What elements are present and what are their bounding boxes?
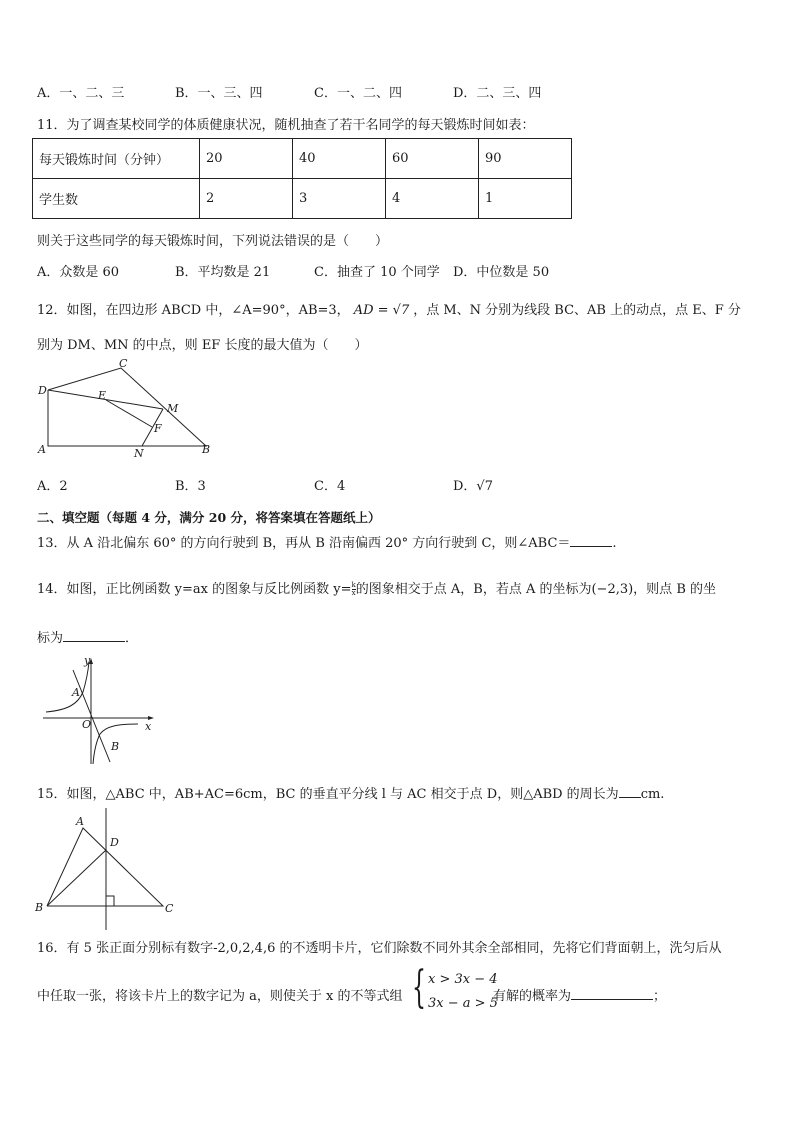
q14-line2 <box>37 627 138 646</box>
q14-line2-text: 标为 <box>37 631 64 646</box>
q12-figure <box>30 358 225 460</box>
q14-line1 <box>37 578 716 597</box>
q10-option-a: A．一、二、三 <box>37 86 125 101</box>
q14-stem-a: 14．如图，正比例函数 y=ax 的图象与反比例函数 y= <box>37 582 352 597</box>
q12-label: N <box>134 447 144 460</box>
q14-label: A <box>72 686 80 699</box>
q16-inequality-2: 3x − a > 5 <box>428 996 498 1011</box>
table-cell: 2 <box>200 179 293 219</box>
q16-tail: ； <box>653 989 667 1004</box>
table-cell: 20 <box>200 139 293 179</box>
table-cell: 4 <box>386 179 479 219</box>
q15-label: C <box>165 902 174 915</box>
q12-stem-line2: 别为 DM、MN 的中点，则 EF 长度的最大值为（ ） <box>37 338 368 353</box>
table-cell: 1 <box>479 179 572 219</box>
q15-text <box>37 783 664 802</box>
table-cell: 90 <box>479 139 572 179</box>
q15-label: D <box>110 836 119 849</box>
q15-answer-blank[interactable] <box>619 797 641 798</box>
table-cell: 学生数 <box>33 179 200 219</box>
table-cell: 3 <box>293 179 386 219</box>
q15-label: A <box>76 815 84 828</box>
table-row <box>33 139 572 179</box>
q11-option-b: B．平均数是 21 <box>175 265 271 280</box>
q13-stem: 13．从 A 沿北偏东 60° 的方向行驶到 B，再从 B 沿南偏西 20° 方向行驶到 C，则∠ABC＝ <box>37 536 571 551</box>
q14-tail: ． <box>125 631 139 646</box>
q11-table <box>32 138 572 219</box>
q14-label: B <box>111 740 120 753</box>
q13-tail: . <box>612 536 617 551</box>
q12-label: E <box>98 389 107 402</box>
q16-inequality-1: x > 3x − 4 <box>428 972 498 987</box>
q11-option-d: D．中位数是 50 <box>453 265 550 280</box>
q11-option-a: A．众数是 60 <box>37 265 120 280</box>
q12-label: B <box>202 443 211 456</box>
q14-frac-num: k <box>351 581 356 589</box>
q16-stem-b: 有解的概率为 <box>493 989 572 1004</box>
q14-figure <box>38 652 158 770</box>
table-cell: 每天锻炼时间（分钟） <box>33 139 200 179</box>
q16-line2-a: 中任取一张，将该卡片上的数字记为 a，则使关于 x 的不等式组 <box>37 989 403 1004</box>
q15-figure <box>30 806 180 934</box>
q14-frac-den: x <box>351 589 356 597</box>
q11-stem: 11．为了调查某校同学的体质健康状况，随机抽查了若干名同学的每天锻炼时间如表： <box>37 118 535 133</box>
q12-stem-b: ，点 M、N 分别为线段 BC、AB 上的动点，点 E、F 分 <box>413 303 741 318</box>
q16-line1: 16．有 5 张正面分别标有数字-2,0,2,4,6 的不透明卡片，它们除数不同外其余全部相同，先将它们背面朝上，洗匀后从 <box>37 941 722 956</box>
q16-brace: { <box>412 962 426 1013</box>
table-cell: 40 <box>293 139 386 179</box>
q14-label: y <box>84 654 91 667</box>
q12-label: F <box>154 422 162 435</box>
q12-option-a: A．2 <box>37 479 68 494</box>
q12-option-d: D．√7 <box>453 479 493 494</box>
table-cell: 60 <box>386 139 479 179</box>
q12-stem-a: 12．如图，在四边形 ABCD 中，∠A=90°，AB=3， <box>37 303 350 318</box>
q11-option-c: C．抽查了 10 个同学 <box>314 265 440 280</box>
q12-ad-expression: AD = √7 <box>353 303 410 318</box>
q12-stem-line1 <box>37 299 741 318</box>
q10-option-d: D．二、三、四 <box>453 86 542 101</box>
q15-stem: 15．如图，△ABC 中，AB+AC=6cm，BC 的垂直平分线 l 与 AC 相交于点 D，则△ABD 的周长为 <box>37 787 619 802</box>
q13-answer-blank[interactable] <box>570 546 612 547</box>
q11-question: 则关于这些同学的每天锻炼时间，下列说法错误的是（ ） <box>37 234 389 249</box>
q14-stem-b: 的图象相交于点 A，B，若点 A 的坐标为(−2,3)，则点 B 的坐 <box>355 582 717 597</box>
table-row <box>33 179 572 219</box>
section-heading: 二、填空题（每题 4 分，满分 20 分，将答案填在答题纸上） <box>37 510 381 525</box>
q12-option-b: B．3 <box>175 479 206 494</box>
q10-option-c: C．一、二、四 <box>314 86 402 101</box>
q12-label: C <box>119 358 128 370</box>
q12-label: M <box>167 402 179 415</box>
q15-label: B <box>35 901 44 914</box>
q10-option-b: B．一、三、四 <box>175 86 263 101</box>
q16-line2-b <box>493 985 666 1004</box>
q12-option-c: C．4 <box>314 479 346 494</box>
q12-label: A <box>38 443 46 456</box>
q14-label: x <box>145 720 152 733</box>
q15-unit: cm. <box>640 787 665 802</box>
q14-label: O <box>82 718 92 731</box>
q16-answer-blank[interactable] <box>571 999 653 1000</box>
q14-answer-blank[interactable] <box>63 641 125 642</box>
q13-text <box>37 532 617 551</box>
q12-label: D <box>38 384 47 397</box>
